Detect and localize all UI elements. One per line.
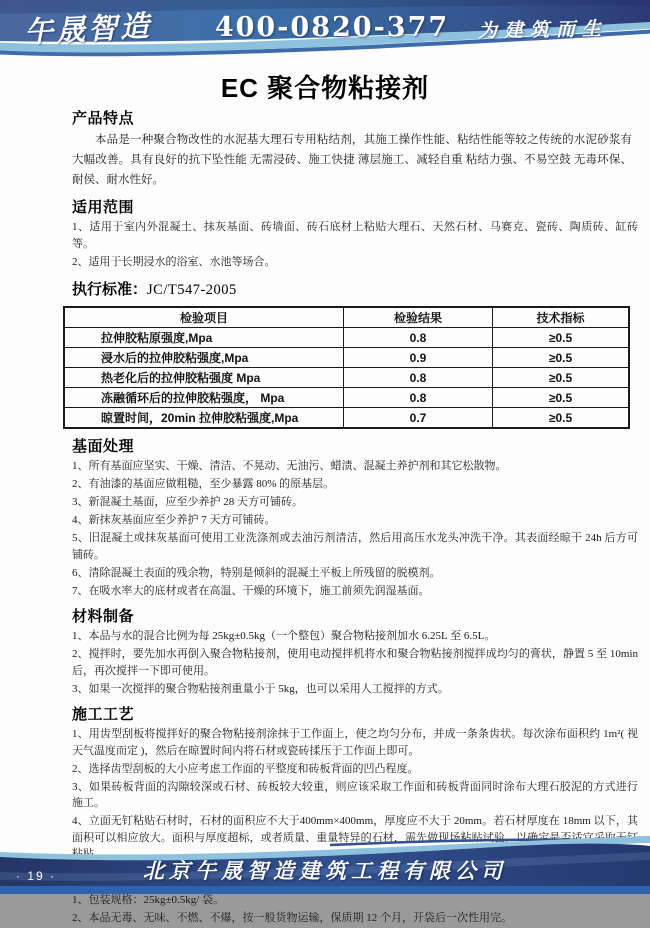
page-header [0, 0, 650, 58]
surface-item: 4、新抹灰基面应至少养护 7 天方可铺砖。 [72, 514, 276, 527]
process-item: 4、立面无钉粘贴石材时，石材的面积应不大于400mm×400mm，厚度应不大于 20mm。若石材厚度在 18mm 以下，其面积可以相应放大。面积与厚度超标，或者质量、重量特异的石材，需先做现场粘贴试验，以确定是否适宜采取无钉粘贴。 [72, 815, 638, 861]
table-row [64, 348, 629, 368]
section-heading-process: 施工工艺 [72, 706, 135, 724]
table-cell-spec: ≥0.5 [493, 408, 630, 429]
section-heading-features: 产品特点 [72, 110, 135, 127]
table-cell-item: 晾置时间，20min 拉伸胶粘强度,Mpa [64, 408, 344, 429]
surface-item: 7、在吸水率大的底材或者在高温、干燥的环境下，施工前须先润湿基面。 [72, 584, 430, 597]
surface-item: 6、清除混凝土表面的残余物，特别是倾斜的混凝土平板上所残留的脱模剂。 [72, 566, 441, 579]
table-cell-spec: ≥0.5 [493, 388, 630, 408]
standard-line [72, 278, 630, 299]
standard-label: 执行标准： [72, 281, 148, 299]
features-paragraph: 本品是一种聚合物改性的水泥基大理石专用粘结剂，其施工操作性能、粘结性能等较之传统的水泥砂浆有大幅改善。具有良好的抗下坠性能 无需浸砖、施工快捷 薄层施工、减轻自重 粘结力强、不易空鼓 无毒环保、耐侯、耐水性好。 [72, 134, 632, 187]
page-title: EC 聚合物粘接剂 [220, 73, 430, 103]
table-header-row [64, 307, 629, 328]
table-cell-item: 冻融循环后的拉伸胶粘强度， Mpa [64, 388, 344, 408]
test-results-table [63, 306, 630, 429]
table-cell-item: 浸水后的拉伸胶粘强度,Mpa [64, 348, 344, 368]
phone-number: 400-0820-377 [214, 12, 450, 43]
table-cell-result: 0.8 [344, 368, 493, 388]
surface-item: 1、所有基面应坚实、干燥、清洁、不晃动、无油污、蜡渍、混凝土养护剂和其它松散物。 [72, 460, 507, 473]
table-cell-result: 0.8 [344, 328, 493, 348]
page-footer [0, 838, 650, 894]
slogan-text: 为建筑而生 [477, 17, 609, 43]
surface-item: 2、有油漆的基面应做粗糙，至少暴露 80% 的原基层。 [72, 478, 335, 491]
table-cell-item: 拉伸胶粘原强度,Mpa [64, 328, 344, 348]
material-item: 3、如果一次搅拌的聚合物粘接剂重量小于 5kg，也可以采用人工搅拌的方式。 [72, 682, 449, 695]
company-name: 北京午晟智造建筑工程有限公司 [143, 858, 507, 883]
table-cell-result: 0.7 [344, 408, 493, 429]
packing-item: 1、包装规格：25kg±0.5kg/ 袋。 [72, 893, 225, 906]
surface-item: 5、旧混凝土或抹灰基面可使用工业洗涤剂或去油污剂清洁，然后用高压水龙头冲洗干净。其表面经晾干 24h 后方可铺砖。 [72, 532, 638, 561]
document-content [0, 58, 650, 928]
table-cell-result: 0.8 [344, 388, 493, 408]
table-header-cell: 技术指标 [493, 307, 630, 328]
table-header-cell: 检验项目 [64, 307, 344, 328]
company-logo: 午晟智造 [23, 8, 153, 50]
table-cell-item: 热老化后的拉伸胶粘强度 Mpa [64, 368, 344, 388]
material-item: 2、搅拌时，要先加水再倒入聚合物粘接剂，使用电动搅拌机将水和聚合物粘接剂搅拌成均匀的膏状，静置 5 至 10min 后，再次搅拌一下即可使用。 [72, 648, 638, 677]
scope-item: 2、适用于长期浸水的浴室、水池等场合。 [72, 255, 276, 268]
surface-item: 3、新混凝土基面，应至少养护 28 天方可铺砖。 [72, 496, 303, 509]
material-item: 1、本品与水的混合比例为每 25kg±0.5kg（一个整包）聚合物粘接剂加水 6.25L 至 6.5L。 [72, 630, 496, 643]
table-header-cell: 检验结果 [344, 307, 493, 328]
section-heading-material: 材料制备 [72, 608, 135, 626]
table-row [64, 368, 629, 388]
table-cell-spec: ≥0.5 [493, 348, 630, 368]
process-item: 2、选择齿型刮板的大小应考虑工作面的平整度和砖板背面的凹凸程度。 [72, 762, 419, 775]
table-cell-spec: ≥0.5 [493, 328, 630, 348]
process-item: 3、如果砖板背面的沟隙较深或石材、砖板较大较重，则应该采取工作面和砖板背面同时涂布大理石胶泥的方式进行施工。 [72, 780, 638, 810]
table-row [64, 408, 629, 429]
scope-item: 1、适用于室内外混凝土、抹灰基面、砖墙面、砖石底材上粘贴大理石、天然石材、马赛克、瓷砖、陶质砖、缸砖等。 [72, 221, 638, 250]
table-cell-result: 0.9 [344, 348, 493, 368]
process-item: 1、用齿型刮板将搅拌好的聚合物粘接剂涂抹于工作面上，使之均匀分布，并成一条条齿状。每次涂布面积约 1m²( 视天气温度而定 )，然后在晾置时间内将石材或瓷砖揉压于工作面上即可。 [72, 728, 638, 757]
section-heading-surface: 基面处理 [72, 438, 135, 456]
section-heading-scope: 适用范围 [72, 199, 135, 217]
table-row [64, 328, 629, 348]
page-number: · 19 · [16, 869, 57, 883]
table-row [64, 388, 629, 408]
standard-value: JC/T547-2005 [147, 282, 237, 299]
table-cell-spec: ≥0.5 [493, 368, 630, 388]
packing-item: 2、本品无毒、无味、不燃、不爆，按一般货物运输，保质期 12 个月，开袋后一次性用完。 [72, 911, 512, 924]
